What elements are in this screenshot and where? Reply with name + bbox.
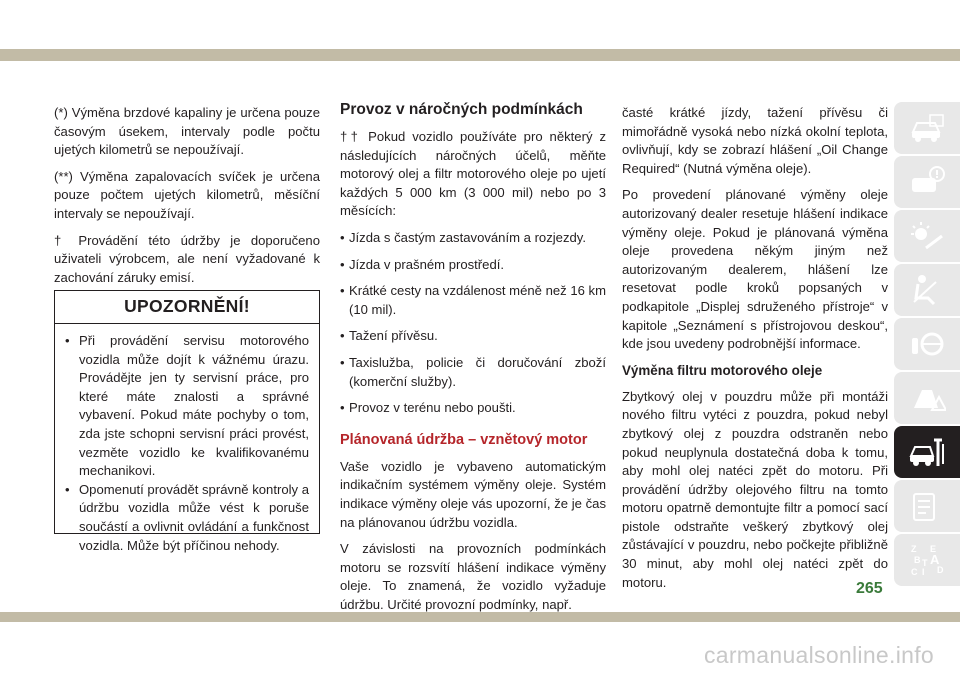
heading-severe-conditions: Provoz v náročných podmínkách xyxy=(340,101,583,118)
header-band xyxy=(0,49,960,61)
tab-safety[interactable] xyxy=(894,264,960,316)
dashboard-warning-icon xyxy=(908,164,946,200)
service-tools-icon xyxy=(908,434,946,470)
index-letters-icon xyxy=(908,542,946,578)
column-left xyxy=(54,104,320,295)
emergency-triangle-icon xyxy=(908,380,946,416)
steering-wheel-icon xyxy=(908,326,946,362)
svg-text:E: E xyxy=(930,544,937,554)
list-item: • Jízda v prašném prostředí. xyxy=(340,256,505,272)
page-number: 265 xyxy=(856,580,883,597)
list-item: • Taxislužba, policie či doručování zboží (komerční služby). xyxy=(340,354,606,389)
tab-starting[interactable] xyxy=(894,318,960,370)
watermark: carmanualsonline.info xyxy=(703,642,934,668)
tab-emergency[interactable] xyxy=(894,372,960,424)
svg-text:Z: Z xyxy=(911,544,917,554)
warning-item: • Opomenutí provádět správně kontroly a údržbu vozidla může vést k poruše součástí a ovlivnit ovládání a funkčnost vozidla. Může být příčinou nehody. xyxy=(65,481,309,553)
controls-icon xyxy=(908,218,946,254)
heading-diesel-maintenance: Plánovaná údržba – vznětový motor xyxy=(340,431,588,448)
footnote-emission-warranty: † Provádění této údržby je doporučeno uživateli výrobcem, ale není vyžadované k zachování záruky emisí. xyxy=(54,232,320,285)
svg-text:C: C xyxy=(911,567,918,577)
top-margin xyxy=(0,0,960,47)
svg-text:T: T xyxy=(922,558,928,568)
list-item: • Provoz v terénu nebo poušti. xyxy=(340,400,516,416)
tab-dashboard[interactable] xyxy=(894,156,960,208)
warning-item: • Při provádění servisu motorového vozidla může dojít k vážnému úrazu. Provádějte jen ty servisní práce, pro které máte znalosti a správné vybavení. Pokud máte pochyby o tom, zda jste schopni servisní práci provést, vezměte vozidlo ke kvalifikovanému mechanikovi. xyxy=(65,333,309,479)
column-right xyxy=(622,104,888,600)
svg-text:D: D xyxy=(937,565,944,575)
oil-indicator-paragraph: Vaše vozidlo je vybaveno automatickým indikačním systémem výměny oleje. Systém indikace výměny oleje vás upozorní, že je čas na plánovanou údržbu vozidla. xyxy=(340,458,606,530)
tab-index[interactable] xyxy=(894,534,960,586)
chapter-tabs xyxy=(894,102,960,588)
oil-filter-paragraph: Zbytkový olej v pouzdru může při montáži nového filtru vytéci z pouzdra, pokud nebyl zbytkový olej z pouzdra odstraněn nebo pokud neuplynula dostatečná doba k tomu, aby mohl olej natéci zpět do motoru. Při provádění údržby olejového filtru na tomto motoru opatrně demontujte filtr a pomocí sací pistole odstraňte veškerý zbytkový olej zůstávající v pouzdru, nebo počkejte přibližně 30 minut, aby mohl olej natéci zpět do motoru. xyxy=(622,388,888,590)
list-item: • Jízda s častým zastavováním a rozjezdy. xyxy=(340,229,586,245)
svg-text:I: I xyxy=(922,567,925,577)
footnote-brake-fluid: (*) Výměna brzdové kapaliny je určena pouze časovým úsekem, intervaly podle počtu ujetých kilometrů se nepoužívají. xyxy=(54,105,320,158)
tab-car-info[interactable] xyxy=(894,102,960,154)
seat-safety-icon xyxy=(908,272,946,308)
reset-indicator-paragraph: Po provedení plánované výměny oleje autorizovaný dealer resetuje hlášení indikace výměny oleje. Pokud je plánovaná výměna oleje provedena někým jiným než autorizovaným dealerem, hlášení lze resetovat podle kroků popsaných v podkapitole „Displej sdruženého přístroje“ v kapitole „Seznámení s přístrojovou deskou“, kde jsou uvedeny podrobnější informace. xyxy=(622,187,888,352)
severe-conditions-intro: †† Pokud vozidlo používáte pro některý z následujících náročných účelů, měňte motorový olej a filtr motorového oleje po ujetí každých 5 000 km (3 000 mil) nebo po 3 měsících: xyxy=(340,129,606,219)
warning-box xyxy=(54,290,320,553)
footnote-spark-plugs: (**) Výměna zapalovacích svíček je určena pouze počtem ujetých kilometrů, měsíční intervaly se nepoužívají. xyxy=(54,168,320,221)
footer-band xyxy=(0,612,960,622)
svg-text:B: B xyxy=(914,555,921,565)
tab-service[interactable] xyxy=(894,426,960,478)
car-info-icon xyxy=(908,110,946,146)
column-middle xyxy=(340,100,606,622)
list-item: • Krátké cesty na vzdálenost méně než 16 km (10 mil). xyxy=(340,283,606,317)
heading-oil-filter: Výměna filtru motorového oleje xyxy=(622,362,823,378)
operating-conditions-paragraph: V závislosti na provozních podmínkách motoru se rozsvítí hlášení indikace výměny oleje. To znamená, že vozidlo vyžaduje údržbu. Určité provozní podmínky, např. xyxy=(340,541,606,612)
tab-controls[interactable] xyxy=(894,210,960,262)
specifications-icon xyxy=(908,488,946,524)
list-item: • Tažení přívěsu. xyxy=(340,328,438,344)
oil-change-message-paragraph: časté krátké jízdy, tažení přívěsu či mimořádně vysoká nebo nízká okolní teplota, ovlivňují, kdy se zobrazí hlášení „Oil Change Required“ (Nutná výměna oleje). xyxy=(622,105,888,176)
warning-title: UPOZORNĚNÍ! xyxy=(55,291,319,324)
svg-text:A: A xyxy=(930,552,940,567)
tab-specifications[interactable] xyxy=(894,480,960,532)
